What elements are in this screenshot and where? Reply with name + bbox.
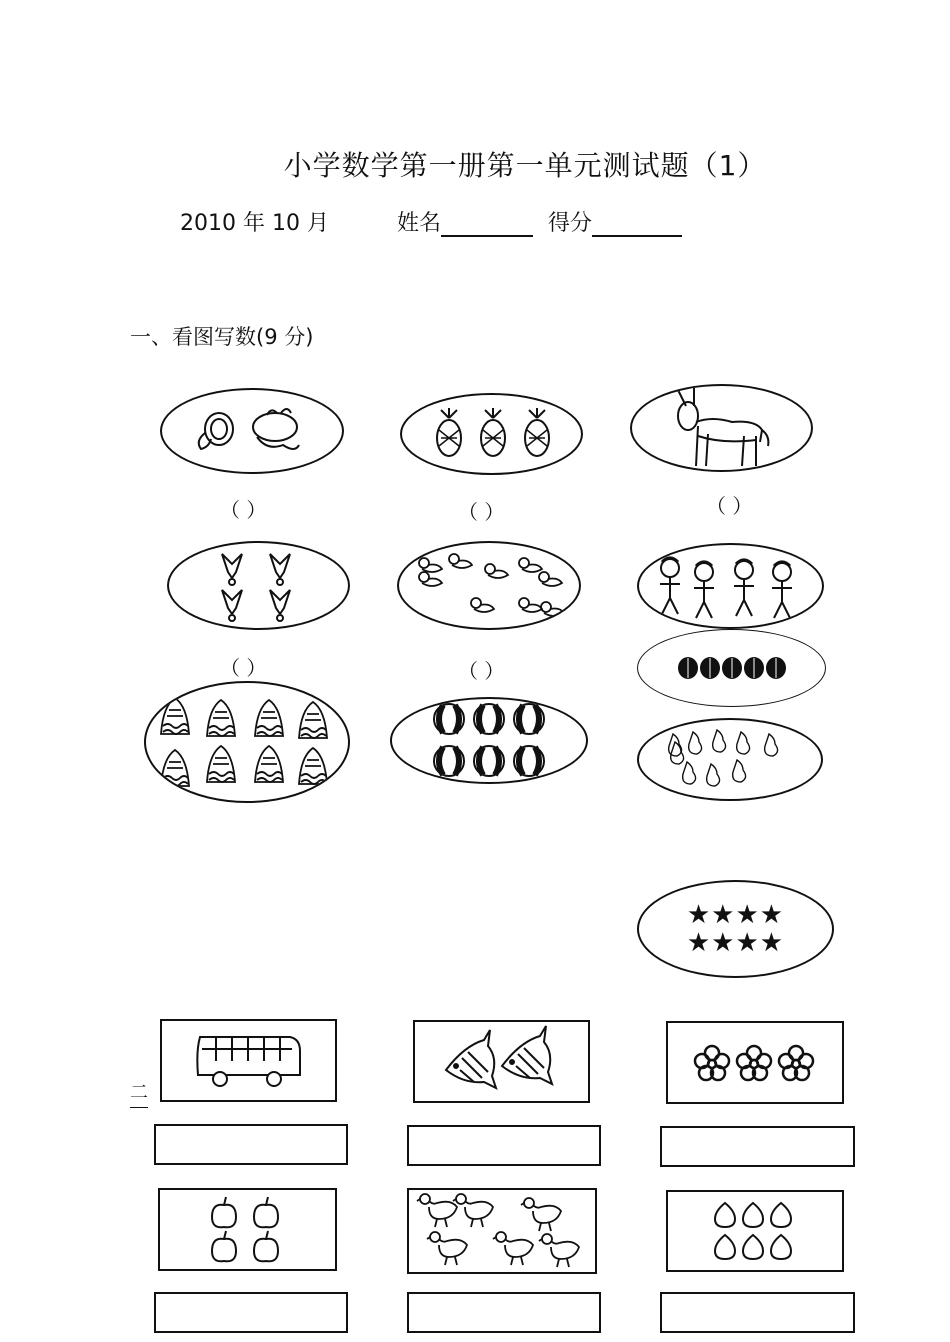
- box-peaches: [666, 1190, 844, 1272]
- oval-tulips: [167, 541, 350, 630]
- section-marker-2: 二: [130, 1085, 148, 1108]
- section-heading-1: 一、看图写数(9 分): [130, 325, 314, 349]
- answer-paren-3[interactable]: （ ）: [706, 494, 753, 518]
- apple-icon: [210, 1197, 286, 1263]
- oval-donkey: [630, 384, 813, 472]
- oval-dark-beads: [637, 629, 826, 707]
- fish-icon: [444, 1026, 560, 1098]
- name-field[interactable]: [397, 206, 533, 237]
- oval-birds: [397, 541, 581, 630]
- oval-balls: [390, 697, 588, 784]
- oval-pears: [637, 718, 823, 801]
- pear-icon: [665, 732, 795, 788]
- bird-icon: [414, 553, 564, 619]
- answer-box-3[interactable]: [660, 1126, 855, 1167]
- answer-paren-5[interactable]: （ ）: [458, 659, 505, 683]
- oval-butterflies: [160, 388, 344, 474]
- stars-row-1: ★★★★: [686, 900, 785, 930]
- score-label: 得分: [548, 211, 593, 236]
- answer-paren-1[interactable]: （ ）: [220, 498, 267, 522]
- oval-children: [637, 543, 824, 629]
- score-blank[interactable]: [592, 215, 682, 237]
- box-bus: [160, 1019, 337, 1102]
- oval-bells: [144, 681, 350, 803]
- pineapple-icon: [427, 406, 557, 462]
- bell-icon: [157, 696, 337, 788]
- page-title: 小学数学第一册第一单元测试题（1）: [283, 149, 767, 182]
- peach-icon: [713, 1201, 797, 1261]
- donkey-icon: [672, 386, 772, 470]
- box-apples: [158, 1188, 337, 1271]
- answer-box-2[interactable]: [407, 1125, 601, 1166]
- bead-icon: [677, 654, 787, 682]
- children-icon: [656, 554, 806, 618]
- ball-icon: [433, 701, 545, 781]
- oval-pineapples: [400, 393, 583, 475]
- butterfly-icon: [187, 401, 317, 461]
- answer-box-4[interactable]: [154, 1292, 348, 1333]
- answer-paren-2[interactable]: （ ）: [458, 500, 505, 524]
- box-flowers: [666, 1021, 844, 1104]
- stars-row-2: ★★★★: [686, 928, 785, 958]
- tulip-icon: [214, 550, 304, 622]
- box-chickens: [407, 1188, 597, 1274]
- answer-box-6[interactable]: [660, 1292, 855, 1333]
- date-text: 2010 年 10 月: [180, 211, 329, 236]
- answer-box-1[interactable]: [154, 1124, 348, 1165]
- flower-icon: [692, 1043, 818, 1083]
- bus-icon: [194, 1031, 304, 1091]
- chicken-icon: [417, 1191, 587, 1271]
- answer-box-5[interactable]: [407, 1292, 601, 1333]
- oval-stars: [637, 880, 834, 978]
- name-label: 姓名: [397, 211, 442, 236]
- name-blank[interactable]: [441, 215, 533, 237]
- answer-paren-4[interactable]: （ ）: [220, 656, 267, 680]
- score-field[interactable]: [548, 206, 682, 237]
- box-fish: [413, 1020, 590, 1103]
